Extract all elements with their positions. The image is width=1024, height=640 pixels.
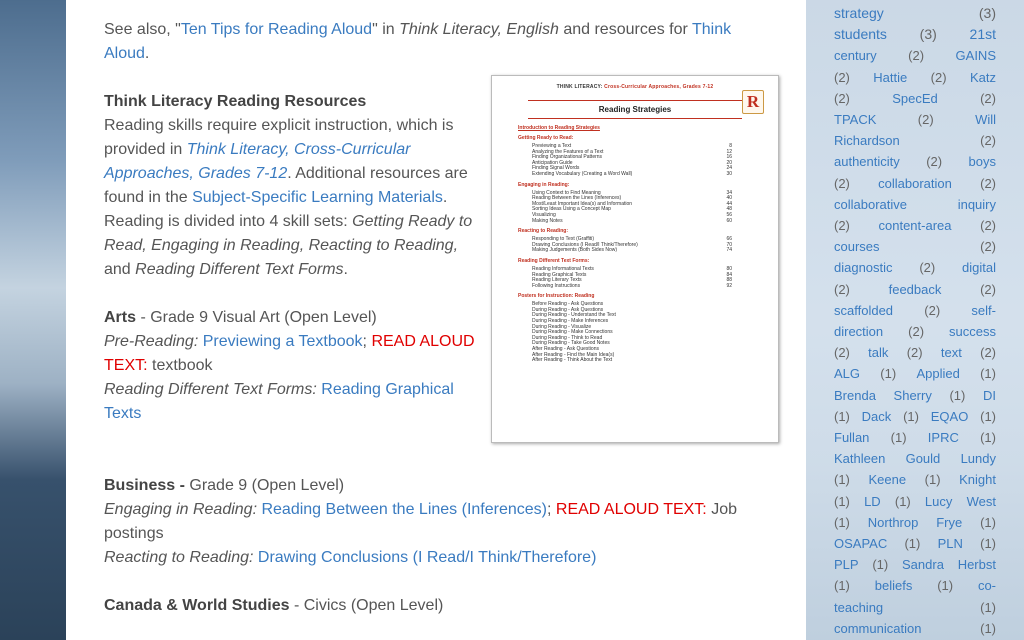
doc-toc-title: During Reading - Make Connections [532, 329, 613, 336]
label-link[interactable]: self- [971, 302, 996, 318]
label-count: (1) [903, 408, 919, 424]
label-link[interactable]: Frye [936, 514, 963, 530]
label-link[interactable]: beliefs [874, 578, 913, 594]
label-link[interactable]: Will [975, 112, 996, 128]
label-link[interactable]: DI [982, 387, 996, 403]
resources-paragraph [104, 114, 476, 282]
label-line [806, 24, 1024, 45]
label-line [806, 363, 1024, 384]
doc-toc-row [532, 358, 732, 364]
resources-text-1: Reading skills require explicit instruction, which is provided in [104, 117, 454, 158]
resources-text-5: . [343, 261, 348, 278]
canada-subheading: - Civics (Open Level) [289, 597, 444, 614]
label-count: (1) [834, 408, 850, 424]
doc-toc-page: 12 [726, 148, 732, 155]
label-count: (2) [834, 69, 850, 85]
doc-toc-title: Analyzing the Features of a Text [532, 148, 604, 155]
label-count: (1) [904, 536, 921, 552]
label-count: (1) [980, 620, 996, 636]
label-link[interactable]: Applied [916, 366, 960, 382]
arts-label-1: Pre-Reading: [104, 333, 199, 350]
label-count: (2) [908, 48, 925, 64]
label-link[interactable]: OSAPAC [834, 536, 888, 552]
label-count: (2) [917, 112, 934, 128]
arts-label-2: Reading Different Text Forms: [104, 381, 317, 398]
doc-toc-page: 40 [726, 195, 732, 202]
label-count: (1) [949, 387, 966, 403]
doc-toc-title: Finding Organizational Patterns [532, 154, 603, 161]
label-line [806, 385, 1024, 406]
read-aloud-label: READ ALOUD TEXT: [104, 333, 475, 374]
label-line [806, 257, 1024, 278]
label-link[interactable]: scaffolded [834, 302, 894, 318]
label-link[interactable]: PLN [937, 536, 963, 552]
doc-toc-row [532, 172, 732, 178]
label-link[interactable]: diagnostic [834, 260, 893, 276]
label-count: (1) [980, 366, 996, 382]
label-line [806, 597, 1024, 618]
label-count: (1) [980, 514, 996, 530]
label-count: (3) [919, 26, 937, 43]
label-line [806, 342, 1024, 363]
label-line [806, 512, 1024, 533]
label-link[interactable]: teaching [834, 599, 884, 615]
arts-tail: textbook [147, 357, 213, 374]
label-link[interactable]: Richardson [834, 133, 900, 149]
doc-header-a: THINK LITERACY: [556, 84, 605, 90]
doc-toc-title: Reading Informational Texts [532, 265, 594, 272]
doc-toc-title: Before Reading - Ask Questions [532, 301, 604, 308]
doc-toc-title: During Reading - Ask Questions [532, 306, 604, 313]
skill-set-last: Reading Different Text Forms [135, 261, 344, 278]
business-label-2: Reacting to Reading: [104, 549, 254, 566]
label-line [806, 279, 1024, 300]
doc-toc-page: 48 [726, 206, 732, 213]
label-count: (2) [924, 302, 941, 318]
label-count: (1) [924, 472, 941, 488]
label-link[interactable]: Sherry [893, 387, 932, 403]
label-count: (2) [980, 90, 996, 106]
label-link[interactable]: collaborative [834, 196, 907, 212]
label-link[interactable]: Dack [861, 408, 892, 424]
doc-rule-2 [528, 118, 742, 119]
label-count: (1) [880, 366, 897, 382]
label-line [806, 194, 1024, 215]
label-count: (2) [834, 345, 850, 361]
doc-toc-page: 20 [726, 159, 732, 166]
doc-toc-title: Finding Signal Words [532, 165, 580, 172]
label-link[interactable]: content-area [878, 218, 952, 234]
main-content [66, 0, 806, 640]
read-aloud-label-2: READ ALOUD TEXT: [555, 501, 707, 518]
doc-toc-page: 60 [726, 217, 732, 224]
label-count: (2) [980, 281, 996, 297]
canada-heading: Canada & World Studies [104, 597, 290, 614]
label-link[interactable]: Northrop [867, 514, 919, 530]
label-link[interactable]: collaboration [878, 175, 952, 191]
see-also-text-2: " in [372, 21, 400, 38]
doc-toc-title: Sorting Ideas Using a Concept Map [532, 206, 611, 213]
doc-toc-title: Reading Literary Texts [532, 277, 582, 284]
label-line [806, 469, 1024, 490]
drawing-conclusions-link[interactable]: Drawing Conclusions (I Read/I Think/Therefore) [257, 549, 597, 566]
label-link[interactable]: direction [834, 324, 884, 340]
label-line [806, 88, 1024, 109]
label-link[interactable]: courses [834, 239, 880, 255]
label-link[interactable]: IPRC [927, 430, 959, 446]
label-line [806, 3, 1024, 24]
label-line [806, 45, 1024, 66]
label-line [806, 575, 1024, 596]
reading-between-lines-link[interactable]: Reading Between the Lines (Inferences) [261, 501, 547, 518]
doc-toc-row [532, 284, 732, 290]
doc-toc-title: After Reading - Ask Questions [532, 346, 599, 353]
label-link[interactable]: inquiry [957, 196, 996, 212]
label-count: (2) [926, 154, 943, 170]
arts-line-2 [104, 378, 476, 426]
label-count: (1) [834, 514, 850, 530]
doc-toc-title: Most/Least Important Idea(s) and Information [532, 200, 633, 207]
label-count: (1) [894, 493, 911, 509]
label-count: (3) [978, 5, 996, 21]
think-literacy-english: Think Literacy, English [399, 21, 559, 38]
label-link[interactable]: Katz [969, 69, 996, 85]
label-link[interactable]: Keene [868, 472, 907, 488]
resources-text-2: . Additional resources are found in the [104, 165, 468, 206]
resources-text-4: and [104, 261, 136, 278]
doc-toc-page: 70 [726, 241, 732, 248]
doc-toc-title: During Reading - Take Good Notes [532, 340, 610, 347]
label-link[interactable]: Knight [959, 472, 996, 488]
think-aloud-link[interactable]: Think Aloud [104, 21, 732, 62]
label-link[interactable]: EQAO [930, 408, 969, 424]
label-link[interactable]: Kathleen [834, 451, 886, 467]
business-label-1: Engaging in Reading: [104, 501, 258, 518]
business-section [104, 474, 776, 570]
doc-toc-page: 30 [726, 170, 732, 177]
label-link[interactable]: students [834, 26, 887, 43]
label-line [806, 215, 1024, 236]
doc-toc-title: Reading Graphical Texts [532, 271, 587, 278]
label-link[interactable]: success [949, 324, 996, 340]
label-line [806, 300, 1024, 321]
doc-header [498, 84, 772, 90]
label-count: (1) [980, 430, 996, 446]
label-link[interactable]: ALG [834, 366, 861, 382]
label-link[interactable]: PLP [834, 557, 859, 573]
label-link[interactable]: West [966, 493, 996, 509]
resources-text-3: . Reading is divided into 4 skill sets: [104, 189, 448, 230]
label-link[interactable]: Sandra [902, 557, 944, 573]
doc-toc-title: During Reading - Make Inferences [532, 318, 609, 325]
doc-toc-page: 16 [726, 154, 732, 161]
doc-toc-title: During Reading - Visualize [532, 323, 592, 330]
arts-line-1 [104, 330, 476, 378]
label-link[interactable]: co- [977, 578, 996, 594]
doc-toc-row [532, 219, 732, 225]
label-link[interactable]: SpecEd [892, 90, 938, 106]
doc-toc-page: 24 [726, 165, 732, 172]
label-link[interactable]: feedback [888, 281, 942, 297]
label-count: (1) [890, 430, 907, 446]
label-line [806, 151, 1024, 172]
doc-toc-page: 44 [726, 200, 732, 207]
label-link[interactable]: Gould [905, 451, 941, 467]
label-count: (2) [834, 90, 850, 106]
label-line [806, 406, 1024, 427]
reading-strategies-document [498, 82, 772, 436]
label-link[interactable]: 21st [969, 26, 996, 43]
doc-section-heading: Engaging in Reading: [518, 181, 570, 188]
label-link[interactable]: GAINS [955, 48, 996, 64]
doc-toc-title: Anticipation Guide [532, 159, 573, 166]
see-also-text: See also, " [104, 21, 181, 38]
doc-toc-page: 88 [726, 277, 732, 284]
doc-toc-title: Previewing a Text [532, 143, 572, 149]
business-heading: Business - [104, 477, 185, 494]
doc-toc-title: After Reading - Find the Main Idea(s) [532, 351, 615, 358]
doc-toc-title: Drawing Conclusions (I Read/I Think/Therefore) [532, 241, 638, 248]
resources-section [104, 90, 476, 426]
doc-toc-title: Responding to Text (Graffiti) [532, 236, 595, 243]
arts-section [104, 306, 476, 426]
label-link[interactable]: century [834, 48, 877, 64]
label-count: (2) [834, 281, 850, 297]
doc-toc-page: 8 [729, 143, 732, 149]
label-count: (2) [980, 239, 996, 255]
ten-tips-link[interactable]: Ten Tips for Reading Aloud [180, 21, 373, 38]
label-link[interactable]: Fullan [834, 430, 870, 446]
label-cloud [806, 3, 1024, 639]
doc-intro: Introduction to Reading Strategies [518, 125, 600, 131]
doc-toc-title: Using Context to Find Meaning [532, 189, 601, 196]
think-literacy-link-text: Think Literacy, Cross-Curricular Approaches, Grades 7-12 [104, 141, 411, 182]
label-line [806, 491, 1024, 512]
doc-toc-page: 66 [726, 236, 732, 243]
doc-toc-title: During Reading - Understand the Text [532, 312, 616, 319]
label-link[interactable]: Lundy [960, 451, 996, 467]
label-line [806, 321, 1024, 342]
doc-section-heading: Reacting to Reading: [518, 228, 569, 235]
label-line [806, 554, 1024, 575]
skill-sets-list: Getting Ready to Read, Engaging in Reading, Reacting to Reading, [104, 213, 473, 254]
label-link[interactable]: Herbst [957, 557, 996, 573]
see-also-end: . [144, 45, 150, 62]
doc-rule [528, 100, 742, 101]
doc-toc-page: 34 [726, 189, 732, 196]
doc-toc-page: 56 [726, 211, 732, 218]
label-link[interactable]: authenticity [834, 154, 900, 170]
reading-graphical-link[interactable]: Reading Graphical Texts [104, 381, 454, 422]
doc-section-heading: Getting Ready to Read: [518, 135, 574, 141]
doc-title: Reading Strategies [598, 105, 672, 114]
label-count: (2) [834, 218, 850, 234]
label-line [806, 130, 1024, 151]
doc-toc-page: 92 [726, 282, 732, 289]
label-count: (2) [980, 218, 996, 234]
label-line [806, 67, 1024, 88]
label-line [806, 173, 1024, 194]
label-count: (1) [872, 557, 889, 573]
label-count: (1) [937, 578, 954, 594]
doc-section-heading: Posters for Instruction: Reading [518, 293, 595, 300]
business-sep: ; [546, 501, 552, 518]
label-line [806, 427, 1024, 448]
label-link[interactable]: boys [968, 154, 996, 170]
doc-header-b: Cross-Curricular Approaches, Grades 7-12 [604, 84, 714, 90]
label-link[interactable]: strategy [834, 5, 884, 21]
doc-toc-title: Following Instructions [532, 282, 581, 289]
label-count: (2) [980, 345, 996, 361]
label-line [806, 533, 1024, 554]
label-link[interactable]: LD [864, 493, 881, 509]
doc-toc-title: During Reading - Think to Read [532, 334, 603, 341]
label-link[interactable]: communication [834, 620, 922, 636]
label-count: (2) [908, 324, 925, 340]
label-count: (1) [834, 578, 850, 594]
label-link[interactable]: Hattie [873, 69, 908, 85]
doc-toc-title: Extending Vocabulary (Creating a Word Wall) [532, 170, 633, 177]
label-count: (2) [834, 175, 850, 191]
label-count: (2) [930, 69, 947, 85]
label-count: (2) [906, 345, 923, 361]
doc-toc-title: After Reading - Think About the Text [532, 357, 613, 364]
doc-toc-page: 84 [726, 271, 732, 278]
label-link[interactable]: digital [962, 260, 996, 276]
reading-strategies-image[interactable] [491, 75, 779, 443]
business-subheading: Grade 9 (Open Level) [184, 477, 345, 494]
label-count: (2) [980, 133, 996, 149]
label-line [806, 618, 1024, 639]
resources-heading: Think Literacy Reading Resources [104, 93, 367, 110]
sidebar-labels [806, 0, 1024, 640]
doc-toc-title: Making Judgements (Both Sides Now) [532, 247, 618, 254]
doc-section-heading: Reading Different Text Forms: [518, 257, 590, 264]
canada-section [104, 594, 776, 618]
doc-toc-row [532, 248, 732, 254]
doc-toc-page: 80 [726, 265, 732, 272]
arts-heading: Arts [104, 309, 137, 326]
label-count: (1) [834, 493, 850, 509]
see-also-text-3: and resources for [558, 21, 692, 38]
doc-toc-title: Making Notes [532, 217, 563, 224]
r-logo-icon: R [742, 90, 764, 114]
arts-subheading: - Grade 9 Visual Art (Open Level) [136, 309, 377, 326]
label-link[interactable]: Lucy [924, 493, 953, 509]
label-link[interactable]: text [940, 345, 962, 361]
background-left [0, 0, 66, 640]
label-link[interactable]: talk [868, 345, 889, 361]
label-count: (1) [834, 472, 850, 488]
label-line [806, 236, 1024, 257]
doc-toc-title: Reading Between the Lines (Inferences) [532, 195, 622, 202]
business-tail: Job postings [104, 501, 737, 542]
label-count: (1) [980, 408, 996, 424]
label-count: (2) [919, 260, 936, 276]
business-line-2 [104, 546, 776, 570]
see-also-paragraph [104, 18, 776, 66]
arts-sep: ; [362, 333, 367, 350]
label-link[interactable]: TPACK [834, 112, 877, 128]
subject-specific-link[interactable]: Subject-Specific Learning Materials [192, 189, 443, 206]
label-line [806, 109, 1024, 130]
doc-toc-title: Visualizing [532, 211, 556, 218]
label-count: (2) [980, 175, 996, 191]
business-line-1 [104, 498, 776, 546]
label-count: (1) [980, 599, 996, 615]
label-line [806, 448, 1024, 469]
doc-sections [498, 135, 772, 364]
label-link[interactable]: Brenda [834, 387, 876, 403]
label-count: (1) [980, 536, 996, 552]
previewing-textbook-link[interactable]: Previewing a Textbook [202, 333, 363, 350]
doc-toc-page: 74 [726, 247, 732, 254]
